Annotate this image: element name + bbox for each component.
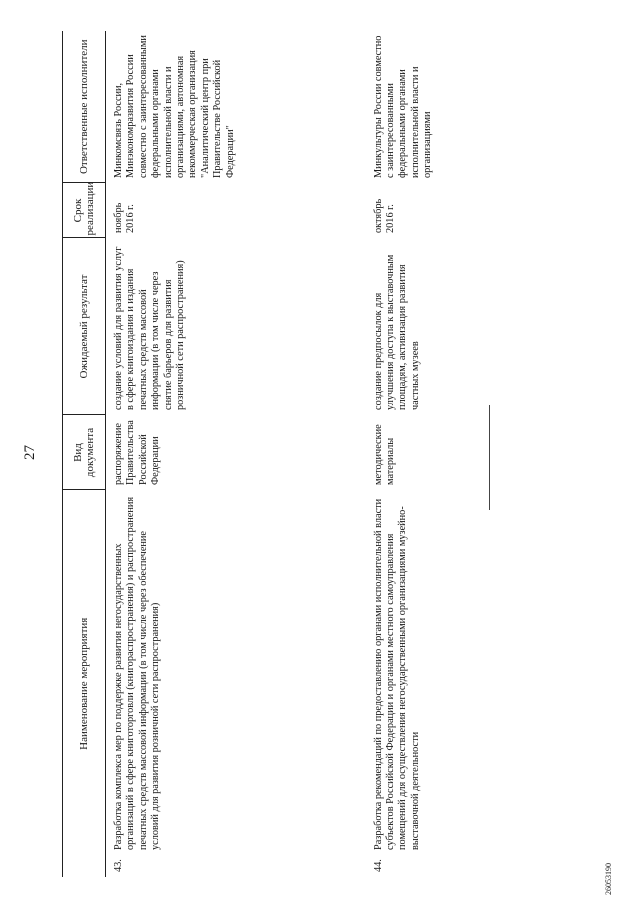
header-name: Наименование мероприятия bbox=[63, 490, 106, 877]
cell-result: создание предпосылок для улучшения доступа к выставочным площадям, активизация развития частных музеев bbox=[372, 254, 421, 410]
measure-name: Разработка рекомендаций по предоставлению органами исполнительной власти субъектов Российской Федерации и органами местного самоуправления помещений для осуществления негосударственными организациями музейно-выставочной деятельности bbox=[372, 498, 421, 850]
document-id: 26053190 bbox=[604, 863, 613, 895]
cell-executors: Минкультуры России совместно с заинтересованными федеральными органами исполнительной власти и организациями bbox=[372, 35, 434, 178]
table-row bbox=[106, 31, 366, 877]
cell-doc-type: распоряжение Правительства Российской Федерации bbox=[113, 420, 162, 485]
header-deadline: Срок реализации bbox=[63, 183, 106, 238]
table-header-row bbox=[63, 31, 106, 877]
measure-name: Разработка комплекса мер по поддержке развития негосударственных организаций в сфере книготорговли (книгораспространения) и распространения печатных средств массовой информации (в том числе через обеспечение условий для развития розничной сети распространения) bbox=[113, 496, 162, 850]
header-result: Ожидаемый результат bbox=[63, 238, 106, 415]
row-number: 44. bbox=[372, 859, 384, 872]
page-number: 27 bbox=[22, 445, 38, 460]
table-row bbox=[366, 31, 439, 877]
cell-doc-type: методические материалы bbox=[372, 424, 396, 485]
header-executors: Ответственные исполнители bbox=[63, 31, 106, 183]
separator-line bbox=[489, 405, 490, 510]
cell-name bbox=[106, 490, 366, 877]
cell-deadline: октябрь 2016 г. bbox=[372, 198, 396, 233]
cell-result: создание условий для развития услуг в сфере книгоиздания и издания печатных средств массовой информации (в том числе через снятие барьеров для развития розничной сети распространения) bbox=[113, 246, 187, 410]
header-doc-type: Вид документа bbox=[63, 415, 106, 490]
measures-table bbox=[62, 31, 439, 877]
row-number: 43. bbox=[113, 859, 124, 872]
cell-name bbox=[366, 490, 439, 877]
cell-executors: Минкомсвязь России, Минэкономразвития России совместно с заинтересованными федеральными органами исполнительной власти и организациями, автономная некоммерческая организация "Аналитический центр при Правительстве Российской Федерации" bbox=[113, 35, 236, 178]
cell-deadline: ноябрь 2016 г. bbox=[113, 202, 137, 233]
